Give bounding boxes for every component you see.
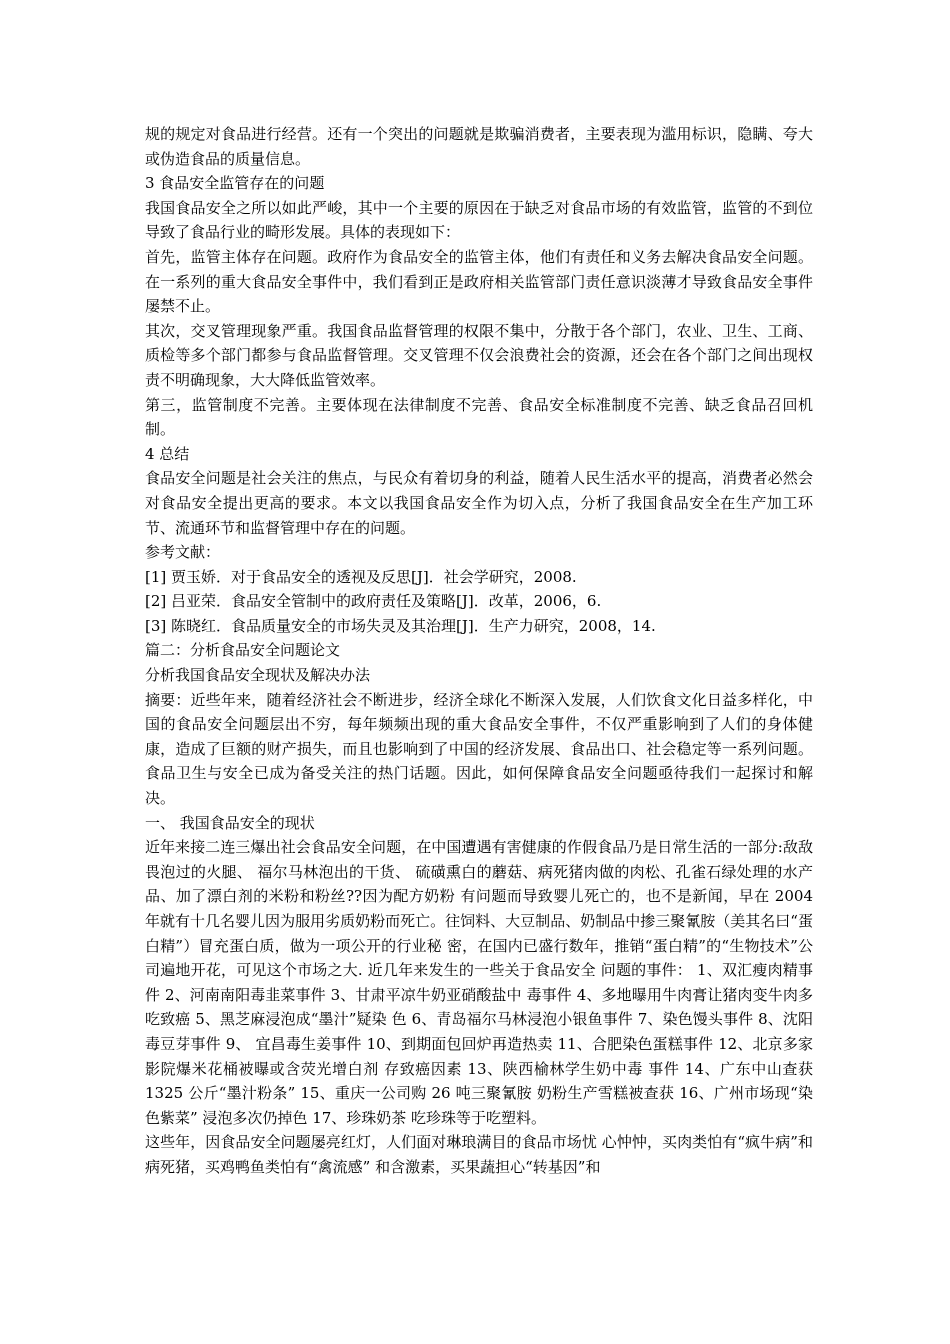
section-heading-4: 4 总结 xyxy=(145,444,190,463)
paragraph: 其次，交叉管理现象严重。我国食品监督管理的权限不集中，分散于各个部门，农业、卫生、工商、质检等多个部门都参与食品监督管理。交叉管理不仅会浪费社会的资源，还会在各个部门之间出现权责不明确现象，大大降低监管效率。 xyxy=(145,321,813,389)
paragraph: 近年来接二连三爆出社会食品安全问题，在中国遭遇有害健康的作假食品乃是日常生活的一部分:敌敌畏泡过的火腿、 福尔马林泡出的干货、 硫磺熏白的蘑菇、病死猪肉做的肉松、孔雀石绿处理的水产品、加了漂白剂的米粉和粉丝??因为配方奶粉 有问题而导致婴儿死亡的，也不是新闻，早在 2004 年就有十几名婴儿因为服用劣质奶粉而死亡。往饲料、大豆制品、奶制品中掺三聚氰胺（美其名曰“蛋白精”）冒充蛋白质，做为一项公开的行业秘 密，在国内已盛行数年，推销“蛋白精”的“生物技术”公司遍地开花，可见这个市场之大. 近几年来发生的一些关于食品安全 问题的事件： 1、双汇瘦肉精事件 2、河南南阳毒韭菜事件 3、甘肃平凉牛奶亚硝酸盐中 毒事件 4、多地曝用牛肉膏让猪肉变牛肉多吃致癌 5、黑芝麻浸泡成“墨汁”疑染 色 6、青岛福尔马林浸泡小银鱼事件 7、染色馒头事件 8、沈阳毒豆芽事件 9、 宜昌毒生姜事件 10、到期面包回炉再造热卖 11、合肥染色蛋糕事件 12、北京多家影院爆米花桶被曝或含荧光增白剂 存致癌因素 13、陕西榆林学生奶中毒 事件 14、广东中山查获 1325 公斤“墨汁粉条” 15、重庆一公司购 26 吨三聚氰胺 奶粉生产雪糕被查获 16、广州市场现“染色紫菜” 浸泡多次仍掉色 17、珍珠奶茶 吃珍珠等于吃塑料。 xyxy=(145,838,813,1127)
paragraph: 规的规定对食品进行经营。还有一个突出的问题就是欺骗消费者，主要表现为滥用标识，隐瞒、夸大或伪造食品的质量信息。 xyxy=(145,125,813,168)
reference-item: [2] 吕亚荣．食品安全管制中的政府责任及策略[J]．改革，2006，6. xyxy=(145,592,602,611)
paragraph: 第三，监管制度不完善。主要体现在法律制度不完善、食品安全标准制度不完善、缺乏食品召回机制。 xyxy=(145,395,813,439)
references-heading: 参考文献： xyxy=(145,543,221,562)
reference-item: [1] 贾玉娇．对于食品安全的透视及反思[J]．社会学研究，2008. xyxy=(145,567,577,586)
article-title: 分析我国食品安全现状及解决办法 xyxy=(145,666,371,685)
document-body xyxy=(145,122,813,1180)
paragraph: 食品安全问题是社会关注的焦点，与民众有着切身的利益，随着人民生活水平的提高，消费者必然会对食品安全提出更高的要求。本文以我国食品安全作为切入点，分析了我国食品安全在生产加工环节、流通环节和监督管理中存在的问题。 xyxy=(145,469,813,537)
section-heading-3: 3 食品安全监管存在的问题 xyxy=(145,174,325,193)
paragraph: 首先，监管主体存在问题。政府作为食品安全的监管主体，他们有责任和义务去解决食品安全问题。在一系列的重大食品安全事件中，我们看到正是政府相关监管部门责任意识淡薄才导致食品安全事件屡禁不止。 xyxy=(145,247,813,316)
section-heading-1: 一、 我国食品安全的现状 xyxy=(145,813,315,832)
article-label: 篇二：分析食品安全问题论文 xyxy=(145,641,341,660)
paragraph: 这些年，因食品安全问题屡亮红灯，人们面对琳琅满目的食品市场忧 心忡忡，买肉类怕有“疯牛病”和病死猪，买鸡鸭鱼类怕有“禽流感” 和含激素，买果蔬担心“转基因”和 xyxy=(145,1133,813,1176)
reference-item: [3] 陈晓红．食品质量安全的市场失灵及其治理[J]．生产力研究，2008，14. xyxy=(145,616,656,635)
paragraph: 我国食品安全之所以如此严峻，其中一个主要的原因在于缺乏对食品市场的有效监管，监管的不到位导致了食品行业的畸形发展。具体的表现如下： xyxy=(145,198,813,242)
abstract: 摘要：近些年来，随着经济社会不断进步，经济全球化不断深入发展，人们饮食文化日益多样化，中国的食品安全问题层出不穷，每年频频出现的重大食品安全事件，不仅严重影响到了人们的身体健康，造成了巨额的财产损失，而且也影响到了中国的经济发展、食品出口、社会稳定等一系列问题。食品卫生与安全已成为备受关注的热门话题。因此，如何保障食品安全问题亟待我们一起探讨和解决。 xyxy=(145,690,813,808)
